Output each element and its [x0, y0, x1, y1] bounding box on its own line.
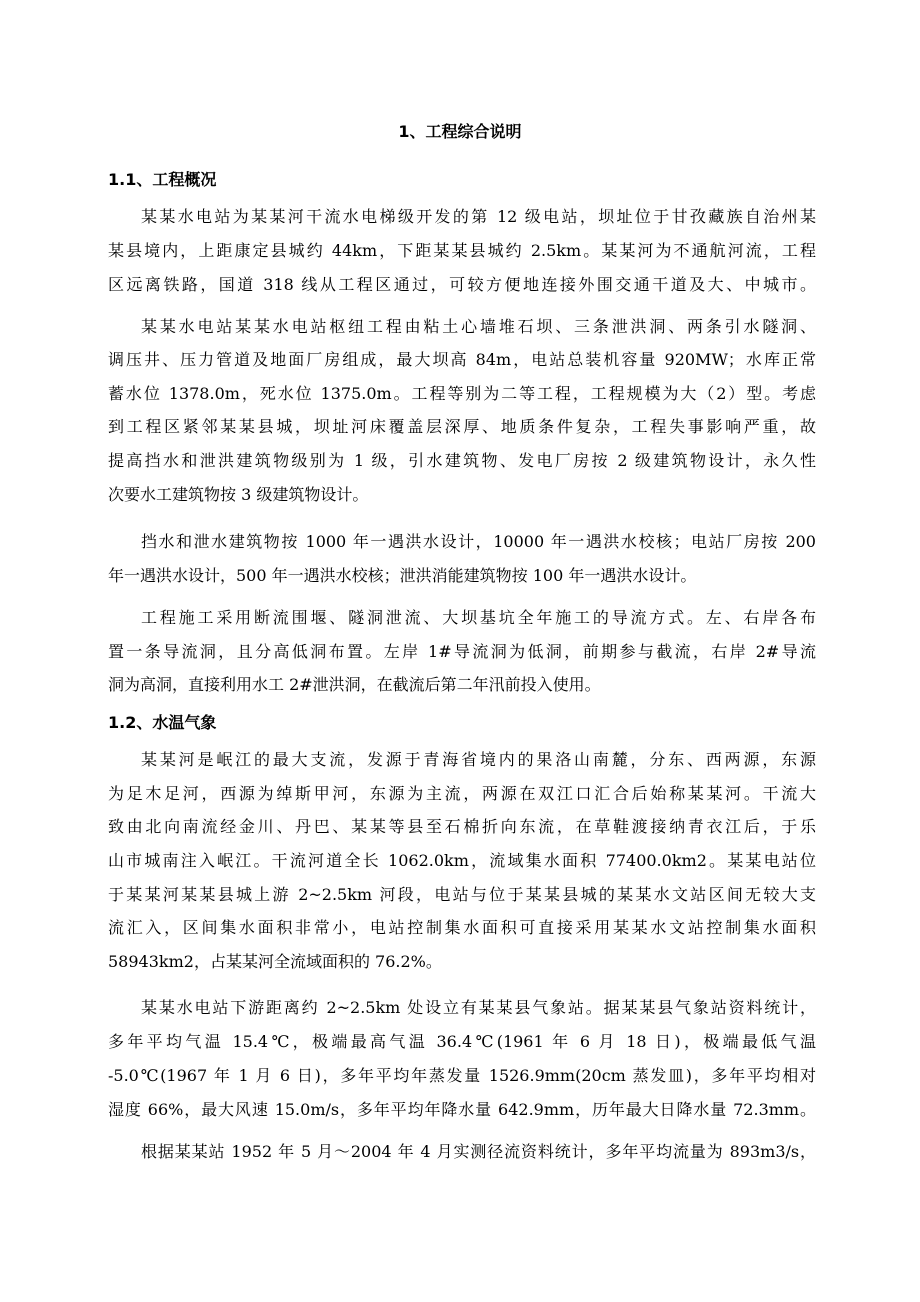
paragraph-line: 置一条导流洞，且分高低洞布置。左岸 1#导流洞为低洞，前期参与截流，右岸 2#导流 — [108, 642, 816, 661]
paragraph-line: 年一遇洪水设计，500 年一遇洪水校核；泄洪消能建筑物按 100 年一遇洪水设计。 — [108, 566, 697, 585]
document-title: 1、工程综合说明 — [398, 122, 522, 141]
paragraph-line: 调压井、压力管道及地面厂房组成，最大坝高 84m，电站总装机容量 920MW；水库正常 — [108, 350, 816, 369]
paragraph-line: 湿度 66%，最大风速 15.0m/s，多年平均年降水量 642.9mm，历年最大日降水量 72.3mm。 — [108, 1100, 816, 1119]
paragraph-line: 洞为高洞，直接利用水工 2#泄洪洞，在截流后第二年汛前投入使用。 — [108, 675, 601, 694]
paragraph-line: 山市城南注入岷江。干流河道全长 1062.0km，流域集水面积 77400.0km2。某某电站位 — [108, 851, 816, 870]
paragraph-line: 蓄水位 1378.0m，死水位 1375.0m。工程等别为二等工程，工程规模为大（2）型。考虑 — [108, 384, 816, 403]
paragraph-line: 某某河是岷江的最大支流，发源于青海省境内的果洛山南麓，分东、西两源，东源 — [141, 750, 816, 769]
paragraph-line: 工程施工采用断流围堰、隧洞泄流、大坝基坑全年施工的导流方式。左、右岸各布 — [141, 608, 816, 627]
section-heading-1-1: 1.1、工程概况 — [108, 170, 217, 189]
paragraph-line: 某某水电站下游距离约 2~2.5km 处设立有某某县气象站。据某某县气象站资料统计， — [141, 998, 816, 1017]
paragraph-line: 58943km2，占某某河全流域面积的 76.2%。 — [108, 952, 442, 971]
paragraph-line: 某某水电站为某某河干流水电梯级开发的第 12 级电站，坝址位于甘孜藏族自治州某 — [141, 207, 816, 226]
paragraph-line: -5.0℃(1967 年 1 月 6 日)，多年平均年蒸发量 1526.9mm(20cm 蒸发皿)，多年平均相对 — [108, 1066, 816, 1085]
section-heading-1-2: 1.2、水温气象 — [108, 713, 217, 732]
paragraph-line: 次要水工建筑物按 3 级建筑物设计。 — [108, 485, 369, 504]
paragraph-line: 某县境内，上距康定县城约 44km，下距某某县城约 2.5km。某某河为不通航河流，工程 — [108, 241, 816, 260]
paragraph-line: 于某某河某某县城上游 2~2.5km 河段，电站与位于某某县城的某某水文站区间无较大支 — [108, 885, 816, 904]
paragraph-line: 流汇入，区间集水面积非常小，电站控制集水面积可直接采用某某水文站控制集水面积 — [108, 918, 816, 937]
paragraph-line: 根据某某站 1952 年 5 月～2004 年 4 月实测径流资料统计，多年平均流量为 893m3/s， — [141, 1142, 816, 1161]
paragraph-line: 为足木足河，西源为绰斯甲河，东源为主流，两源在双江口汇合后始称某某河。干流大 — [108, 784, 816, 803]
paragraph-line: 多年平均气温 15.4℃，极端最高气温 36.4℃(1961 年 6 月 18 日)，极端最低气温 — [108, 1032, 816, 1051]
paragraph-line: 致由北向南流经金川、丹巴、某某等县至石棉折向东流，在草鞋渡接纳青衣江后，于乐 — [108, 817, 816, 836]
paragraph-line: 挡水和泄水建筑物按 1000 年一遇洪水设计，10000 年一遇洪水校核；电站厂房按 200 — [141, 532, 816, 551]
paragraph-line: 某某水电站某某水电站枢纽工程由粘土心墙堆石坝、三条泄洪洞、两条引水隧洞、 — [141, 317, 816, 336]
paragraph-line: 提高挡水和泄洪建筑物级别为 1 级，引水建筑物、发电厂房按 2 级建筑物设计，永久性 — [108, 451, 816, 470]
paragraph-line: 到工程区紧邻某某县城，坝址河床覆盖层深厚、地质条件复杂，工程失事影响严重，故 — [108, 417, 816, 436]
paragraph-line: 区远离铁路，国道 318 线从工程区通过，可较方便地连接外围交通干道及大、中城市。 — [108, 275, 816, 294]
